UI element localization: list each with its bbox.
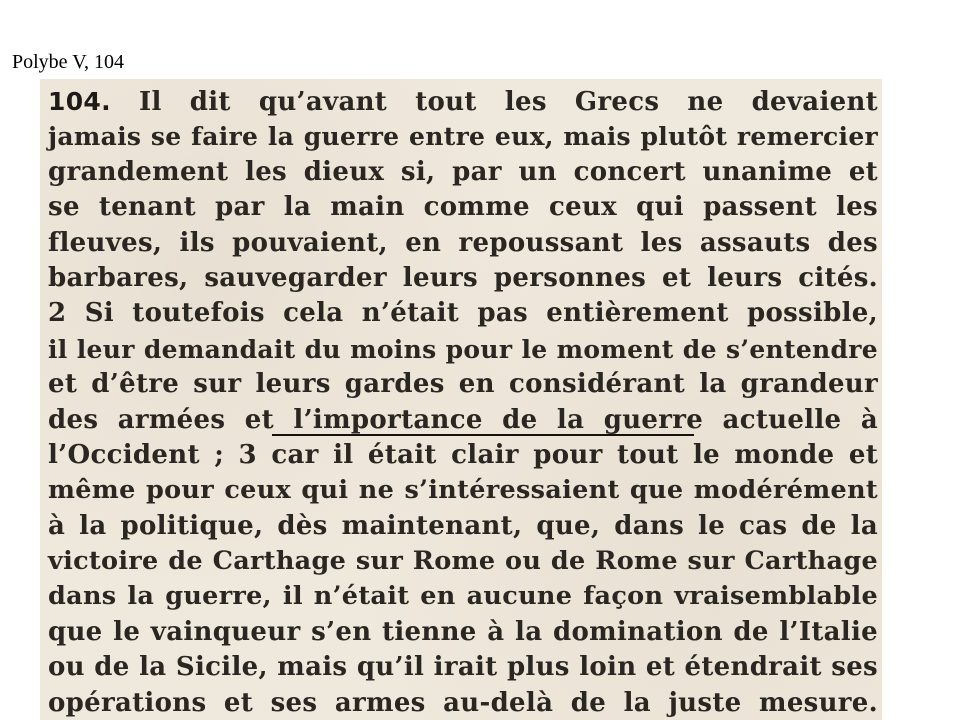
text-line-14: victoire de Carthage sur Rome ou de Rome sur Carthage bbox=[48, 546, 878, 577]
text-line-12: même pour ceux qui ne s’intéressaient que modérément bbox=[48, 475, 878, 506]
text-line-9: et d’être sur leurs gardes en considérant la grandeur bbox=[48, 369, 878, 400]
passage-text bbox=[48, 84, 878, 720]
text-line-4: se tenant par la main comme ceux qui passent les bbox=[48, 192, 878, 223]
text-line-3: grandement les dieux si, par un concert unanime et bbox=[48, 156, 878, 187]
text-line-13: à la politique, dès maintenant, que, dans le cas de la bbox=[48, 510, 878, 541]
text-line-16: que le vainqueur s’en tienne à la domination de l’Italie bbox=[48, 616, 878, 647]
text-line-2: jamais se faire la guerre entre eux, mais plutôt remercier bbox=[48, 122, 878, 152]
text-line-5: fleuves, ils pouvaient, en repoussant les assauts des bbox=[48, 227, 878, 258]
handwritten-underline bbox=[272, 434, 694, 436]
text-line-11: l’Occident ; 3 car il était clair pour tout le monde et bbox=[48, 439, 878, 470]
slide-title: Polybe V, 104 bbox=[12, 51, 125, 73]
text-line-7: 2 Si toutefois cela n’était pas entièrement possible, bbox=[48, 298, 878, 329]
text-line-17: ou de la Sicile, mais qu’il irait plus loin et étendrait ses bbox=[48, 652, 878, 683]
text-line-15: dans la guerre, il n’était en aucune façon vraisemblable bbox=[48, 581, 878, 612]
scanned-page bbox=[40, 79, 882, 720]
text-line-6: barbares, sauvegarder leurs personnes et leurs cités. bbox=[48, 262, 878, 293]
text-line-8: il leur demandait du moins pour le moment de s’entendre bbox=[48, 334, 878, 364]
text-line-1-body: Il dit qu’avant tout les Grecs ne devaient bbox=[110, 87, 878, 117]
text-line-1 bbox=[48, 84, 878, 119]
text-line-10: des armées et l’importance de la guerre actuelle à bbox=[48, 404, 878, 435]
text-line-18: opérations et ses armes au-delà de la juste mesure. bbox=[48, 687, 878, 718]
section-number: 104. bbox=[48, 87, 111, 116]
